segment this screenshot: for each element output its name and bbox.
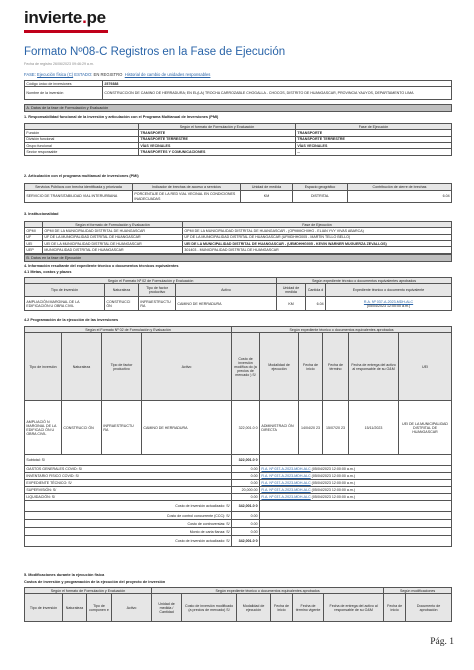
summary-label: Costo de inversión actualizado: S/ [25,536,232,547]
goals-head-et: Según expediente técnico o documentos equivalentes aprobados [277,278,452,284]
mod-head-et: Según expediente técnico o documentos equivalentes aprobados [152,588,384,594]
code-value: 2579388 [103,81,452,87]
code-label: Código único de inversiones [25,81,103,87]
pmi-head: Espacio geográfico [293,184,348,191]
goals-tipo: AMPLIACIÓN MARGINAL DE LA EDIFICACIÓN U OBRA CIVIL [25,297,105,311]
prog-uei: UEI DE LA MUNICIPALIDAD DISTRITAL DE HUANGASCAR [399,401,452,455]
pmi-cell: PORCENTAJE DE LA RED VIAL VECINAL EN CONDICIONES INADECUADAS [133,191,241,203]
func-head-ej: Fase de Ejecución [296,124,452,130]
subtotal-value: 322,001.0 0 [232,455,260,466]
section-b-header [24,254,452,262]
goals-nat: CONSTRUCCI ÓN [105,297,139,311]
inst-ej: OPMI DE LA MUNICIPALIDAD DISTRITAL DE HUANGASCAR - (OPMMICHIIHG - ELIAN YVY VIVAS ABARCA) [183,228,452,234]
cost-doc-date: (05/04/2023 12:00:00 a.m.) [311,481,356,486]
pmi-head: Indicador de brechas de acceso a servicios [133,184,241,191]
section-1-title: 1. Responsabilidad funcional de la inversión y articulación con el Programa Multianual de Inversiones (PMI) [24,115,219,119]
goals-doc-date: (05/04/2023 12:00:00 a.m.) [366,303,411,308]
inst-fe: UEI DE LA MUNICIPALIDAD DISTRITAL DE HUANGASCAR [43,240,183,246]
section-3-title: 3. Institucionalidad [24,212,59,216]
cost-doc-link[interactable]: R.A. Nº 037-A-2023-MDH-ALC [261,481,311,486]
functional-table [24,123,452,156]
prog-head-fe: Según el Formato Nº 02 de Formulación y Evaluación [25,327,232,333]
mod-col: Activo [112,594,152,622]
cost-doc-link[interactable]: R.A. Nº 037-A-2023-MDH-ALC [261,495,311,500]
mod-col: Fecha de entrega del activo al responsable de su O&M [324,594,384,622]
subtotal-label: Subtotal: S/ [25,455,232,466]
mod-col: Fecha de término vigente [293,594,324,622]
modifications-table [24,587,452,622]
fase-value[interactable]: Ejecución física (C) [37,72,74,77]
prog-col: Fecha de término [323,333,349,401]
prog-col: Naturaleza [62,333,102,401]
cost-label: LIQUIDACIÓN: S/ [25,494,232,501]
prog-nat: CONSTRUCCI ÓN [62,401,102,455]
goals-col: Tipo de inversión [25,284,105,297]
prog-col: Fecha de entrega del activo al responsable de su O&M [349,333,399,401]
inst-label: OPMI [25,228,43,234]
summary-label: Costo de inversión actualizado: S/ [25,501,232,512]
prog-head-et: Según expediente técnico o documentos equivalentes aprobados [232,327,452,333]
prog-col: Fecha de inicio [299,333,323,401]
section-b-title: B. Datos en la fase de Ejecución [25,255,452,262]
name-value: CONSTRUCCION DE CAMINO DE HERRADURA; EN EL(LA) TROCHA CARROZABLE CHOGALLA - CHOCOS, DISTRITO DE HUANGASCAR, PROVINCIA YAUYOS, DEPARTAMENTO LIMA [103,87,452,100]
prog-col: UEI [399,333,452,401]
pmi-head: Contribución de cierre de brechas [348,184,452,191]
summary-value: 342,001.0 0 [232,536,260,547]
goals-table [24,277,452,311]
mod-head-mod: Según modificaciones [384,588,452,594]
section-5-sub: Costos de inversión y programación de la ejecución del proyecto de inversión [24,580,166,584]
cost-value: 0.00 [232,473,260,480]
mod-col: Tipo de inversión [25,594,63,622]
prog-termino: 15/07/20 23 [323,401,349,455]
estado-value: EN REGISTRO [93,72,123,77]
prog-col: Modalidad de ejecución [260,333,299,401]
inst-fe: MUNICIPALIDAD DISTRITAL DE HUANGASCAR [43,247,183,253]
mod-col: Tipo de componen e [87,594,112,622]
mod-col: Unidad de medida / Cantidad [152,594,182,622]
goals-col: Activo [176,284,277,297]
mod-col: Modalidad de ejecución [237,594,271,622]
inst-ej: UEI DE LA MUNICIPALIDAD DISTRITAL DE HUANGASCAR - (UEMDHHG005 - KEVIN WARNER MUGUERZA ZEVALLOS) [183,240,452,246]
pmi-cell: KM [241,191,293,203]
prog-col: Tipo de inversión [25,333,62,401]
inst-fe: OPMI DE LA MUNICIPALIDAD DISTRITAL DE HUANGASCAR [43,228,183,234]
logo-brand: invierte [24,8,83,27]
pmi-table [24,183,452,203]
goals-col: Expediente técnico o documento equivalente [326,284,452,297]
cost-label: GASTOS GENERALES COVID: S/ [25,466,232,473]
section-a-header [24,104,452,112]
inst-ej: 301403 - MUNICIPALIDAD DISTRITAL DE HUANGASCAR [183,247,452,253]
cost-value: 0.00 [232,480,260,487]
prog-entrega: 15/11/2023 [349,401,399,455]
mod-col: Costo de inversión modificado (a precios de mercado) S/ [182,594,237,622]
section-2-title: 2. Articulación con el programa multianual de inversiones (PMI) [24,174,139,178]
section-41-title: 4.1 Metas, costos y plazos [24,270,72,274]
goals-doc-cell [326,297,452,311]
inst-head-fe: Según el formato de Formulación y Evaluación [43,222,183,228]
inst-ej: UF DE LA MUNICIPALIDAD DISTRITAL DE HUANGASCAR (UFMDHHG005 - MARTIN TELLO BELLO) [183,234,452,240]
summary-label: Costo de control concurrente (CCC): S/ [25,512,232,520]
cost-doc-date: (05/04/2023 12:00:00 a.m.) [311,467,356,472]
name-label: Nombre de la inversión [25,87,103,100]
inst-head-ej: Fase de Ejecución [183,222,452,228]
logo-underline [24,30,108,33]
phase-status-line [24,72,210,77]
inst-label: UEI [25,240,43,246]
cost-doc-date: (05/04/2023 12:00:00 a.m.) [311,474,356,479]
prog-col: Activo [142,333,232,401]
institutional-table [24,221,452,254]
programming-table [24,326,452,547]
func-row-ej: TRANSPORTE [296,130,452,136]
cost-value: 20,000.00 [232,487,260,494]
pmi-head: Unidad de medida [241,184,293,191]
func-row-label: Grupo funcional [25,142,139,148]
mod-col: Documento de aprobación [406,594,452,622]
cost-doc-link[interactable]: R.A. Nº 037-A-2023-MDH-ALC [261,488,311,493]
summary-value: 342,001.0 0 [232,501,260,512]
goals-col: Naturaleza [105,284,139,297]
cost-doc-date: (05/04/2023 12:00:00 a.m.) [311,495,356,500]
summary-value: 0.00 [232,528,260,536]
func-row-fe: TRANSPORTE [139,130,296,136]
section-a-title: A. Datos de la fase de Formulación y Evaluación [25,105,452,112]
goals-col: Cantida d [306,284,326,297]
summary-value: 0.00 [232,520,260,528]
goals-activo: CAMINO DE HERRADURA [176,297,277,311]
invierte-logo: invierte.pe [24,8,106,27]
inst-fe: UF DE LA MUNICIPALIDAD DISTRITAL DE HUANGASCAR [43,234,183,240]
summary-value: 0.00 [232,512,260,520]
prog-costo: 322,001.0 0 [232,401,260,455]
goals-cant: 6.04 [306,297,326,311]
cost-doc-link[interactable]: R.A. Nº 037-A-2023-MDH-ALC [261,474,311,479]
goals-um: KM [277,297,306,311]
prog-tipo: AMPLIACIÓ N MARGINAL DE LA EDIFICACI ÓN U OBRA CIVIL [25,401,62,455]
prog-col: Costo de inversión modifica do (a precios de mercado ) S/ [232,333,260,401]
prog-factor: INFRAESTRUCTU RA [102,401,142,455]
func-row-label: División funcional [25,136,139,142]
page-title: Formato Nº08-C Registros en la Fase de Ejecución [24,46,286,58]
registration-date: Fecha de registro 26/06/2023 09:46:29 a.m. [24,62,94,66]
cost-value: 0.00 [232,494,260,501]
section-42-title: 4.2 Programación de la ejecución de las inversiones [24,318,119,322]
mod-col: Fecha de inicio [384,594,406,622]
fase-label: FASE: [24,72,36,77]
history-link[interactable]: Historial de cambio de unidades responsables [124,72,211,77]
pmi-cell: 6.04 [348,191,452,203]
func-row-fe: TRANSPORTE TERRESTRE [139,136,296,142]
section-5-title: 5. Modificaciones durante la ejecución física [24,573,105,577]
cost-label: EXPEDIENTE TÉCNICO: S/ [25,480,232,487]
goals-head-fe: Según el Formato Nº 02 de Formulación y Evaluación [25,278,277,284]
goals-col: Unidad de medida [277,284,306,297]
mod-col: Naturaleza [63,594,87,622]
pmi-cell: DISTRITAL [293,191,348,203]
goals-factor: INFRAESTRUCTU RA [139,297,176,311]
func-row-ej: -- [296,149,452,155]
cost-value: 0.00 [232,466,260,473]
prog-activo: CAMINO DE HERRADURA [142,401,232,455]
summary-label: Costo de controversias: S/ [25,520,232,528]
investment-id-table [24,80,452,100]
prog-inicio: 14/04/20 23 [299,401,323,455]
inst-label: UEP [25,247,43,253]
pmi-cell: SERVICIO DE TRANSITABILIDAD VIAL INTERURBANA [25,191,133,203]
section-4-title: 4. Información resultante del expediente técnico o documentos técnicos equivalentes [24,264,179,268]
mod-col: Fecha de inicio [271,594,293,622]
mod-head-fe: Según el formato de Formulación y Evaluación [25,588,152,594]
cost-doc-link[interactable]: R.A. Nº 037-A-2023-MDH-ALC [261,467,311,472]
goals-doc-link[interactable]: R.A. Nº 037-A-2023-MDH-ALC [363,299,414,304]
func-row-ej: VÍAS VECINALES [296,142,452,148]
estado-label: ESTADO: [74,72,93,77]
goals-col: Tipo de factor productivo [139,284,176,297]
func-head-fe: Según el formato de Formulación y Evaluación [139,124,296,130]
func-row-label: Función [25,130,139,136]
cost-label: INVENTARIO FISICO COVID: S/ [25,473,232,480]
func-row-ej: TRANSPORTE TERRESTRE [296,136,452,142]
func-row-fe: VÍAS VECINALES [139,142,296,148]
summary-label: Monto de carta fianza: S/ [25,528,232,536]
cost-doc-date: (05/04/2023 12:00:00 a.m.) [311,488,356,493]
prog-col: Tipo de factor productivo [102,333,142,401]
pmi-head: Servicios Públicos con brecha identificada y priorizada [25,184,133,191]
inst-label: UF [25,234,43,240]
cost-label: SUPERVISIÓN: S/ [25,487,232,494]
func-row-fe: TRANSPORTES Y COMUNICACIONES [139,149,296,155]
page-number: Pág. 1 [430,637,454,647]
logo-suffix: pe [86,8,106,27]
prog-modalidad: ADMINISTRACI ÓN DIRECTA [260,401,299,455]
func-row-label: Sector responsable [25,149,139,155]
